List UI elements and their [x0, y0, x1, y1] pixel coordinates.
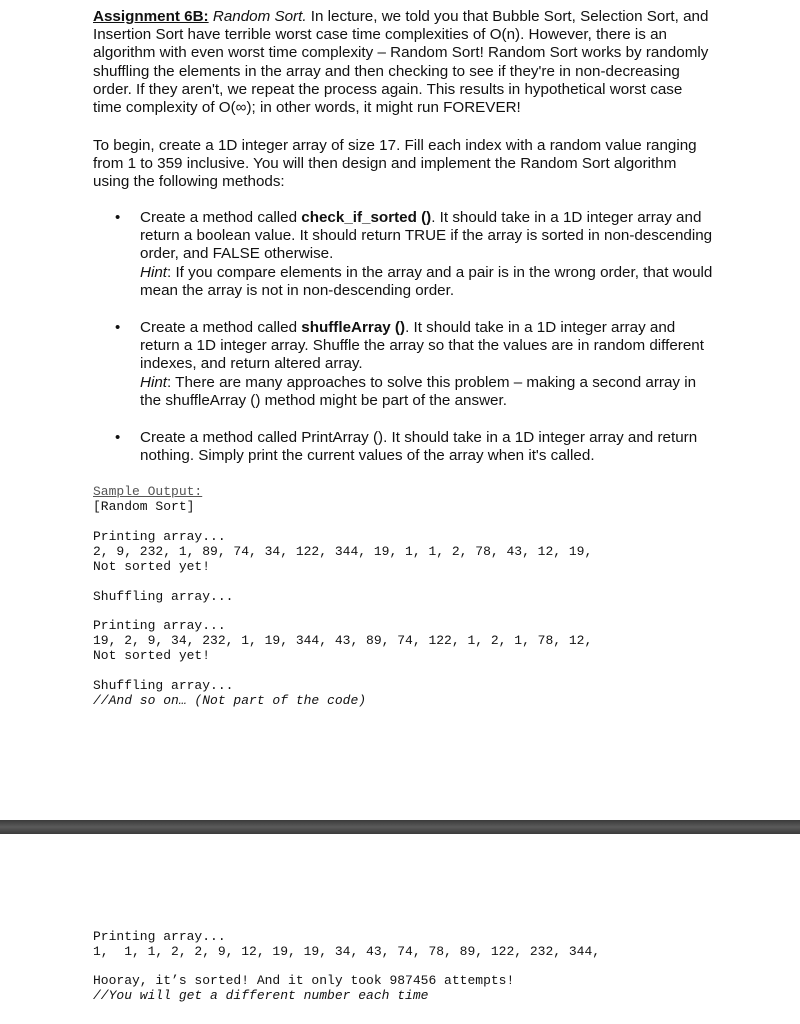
bullet-body: . It should take in a 1D integer array and return a 1D integer array. Shuffle the array so that the values are in random different indexes, and return altered array.	[140, 319, 704, 373]
bullet-icon: •	[115, 429, 121, 446]
sample-line: Printing array...	[93, 529, 226, 544]
sample-line: Not sorted yet!	[93, 559, 211, 574]
bullet-icon: •	[115, 319, 121, 336]
bullet-lead: Create a method called	[140, 319, 302, 336]
document-page-2	[0, 834, 800, 1024]
sorted-comment: //You will get a different number each time	[93, 988, 429, 1003]
method-name: shuffleArray ()	[301, 319, 406, 336]
assignment-subtitle: Random Sort.	[212, 8, 307, 25]
setup-paragraph: To begin, create a 1D integer array of size 17. Fill each index with a random value ranging from 1 to 359 inclusive. You will then design and implement the Random Sort algorithm using the following methods:	[93, 137, 697, 191]
sample-line: Shuffling array...	[93, 678, 234, 693]
method-name: check_if_sorted ()	[301, 209, 432, 226]
sample-line: Shuffling array...	[93, 589, 234, 604]
sample-line: 2, 9, 232, 1, 89, 74, 34, 122, 344, 19, 1, 1, 2, 78, 43, 12, 19,	[93, 544, 593, 559]
bullet-check-if-sorted	[140, 209, 715, 300]
bullet-print-array: Create a method called PrintArray (). It should take in a 1D integer array and return nothing. Simply print the current values of the array when it's called.	[140, 429, 698, 465]
sorted-printing-line: Printing array...	[93, 929, 226, 944]
bullet-body: . It should take in a 1D integer array and return a boolean value. It should return TRUE if the array is sorted in non-descending order, and FALSE otherwise.	[140, 209, 713, 263]
hint-label: Hint	[140, 263, 168, 281]
intro-text: In lecture, we told you that Bubble Sort, Selection Sort, and Insertion Sort have terrible worst case time complexities of O(n). However, there is an algorithm with even worst time complexity – Random Sort! Random Sort works by randomly shuffling the elements in the array and then checking to see if they're in non-decreasing order. If they aren't, we repeat the process again. This results in hypothetical worst case time complexity of O(∞); in other words, it might run FOREVER!	[93, 8, 709, 117]
sample-line: Printing array...	[93, 618, 226, 633]
page-divider	[0, 820, 800, 834]
bullet-shuffle-array	[140, 319, 715, 410]
sorted-array-line: 1, 1, 1, 2, 2, 9, 12, 19, 19, 34, 43, 74, 78, 89, 122, 232, 344,	[93, 944, 601, 959]
bullet-icon: •	[115, 209, 121, 226]
bullet-lead: Create a method called	[140, 209, 302, 226]
sorted-hooray-line: Hooray, it’s sorted! And it only took 987456 attempts!	[93, 973, 515, 988]
sample-line: 19, 2, 9, 34, 232, 1, 19, 344, 43, 89, 74, 122, 1, 2, 1, 78, 12,	[93, 633, 593, 648]
intro-paragraph	[93, 8, 713, 117]
sample-output-heading	[93, 484, 202, 499]
sample-line: Not sorted yet!	[93, 648, 211, 663]
sample-comment: //And so on… (Not part of the code)	[93, 693, 367, 708]
hint-text: : There are many approaches to solve this problem – making a second array in the shuffleArray () method might be part of the answer.	[140, 373, 697, 409]
hint-label: Hint	[140, 373, 168, 391]
sample-heading-text: Sample Output:	[93, 484, 203, 499]
hint-text: : If you compare elements in the array and a pair is in the wrong order, that would mean the array is not in non-descending order.	[140, 263, 713, 299]
sample-line: [Random Sort]	[93, 499, 195, 514]
assignment-title: Assignment 6B:	[93, 8, 209, 25]
